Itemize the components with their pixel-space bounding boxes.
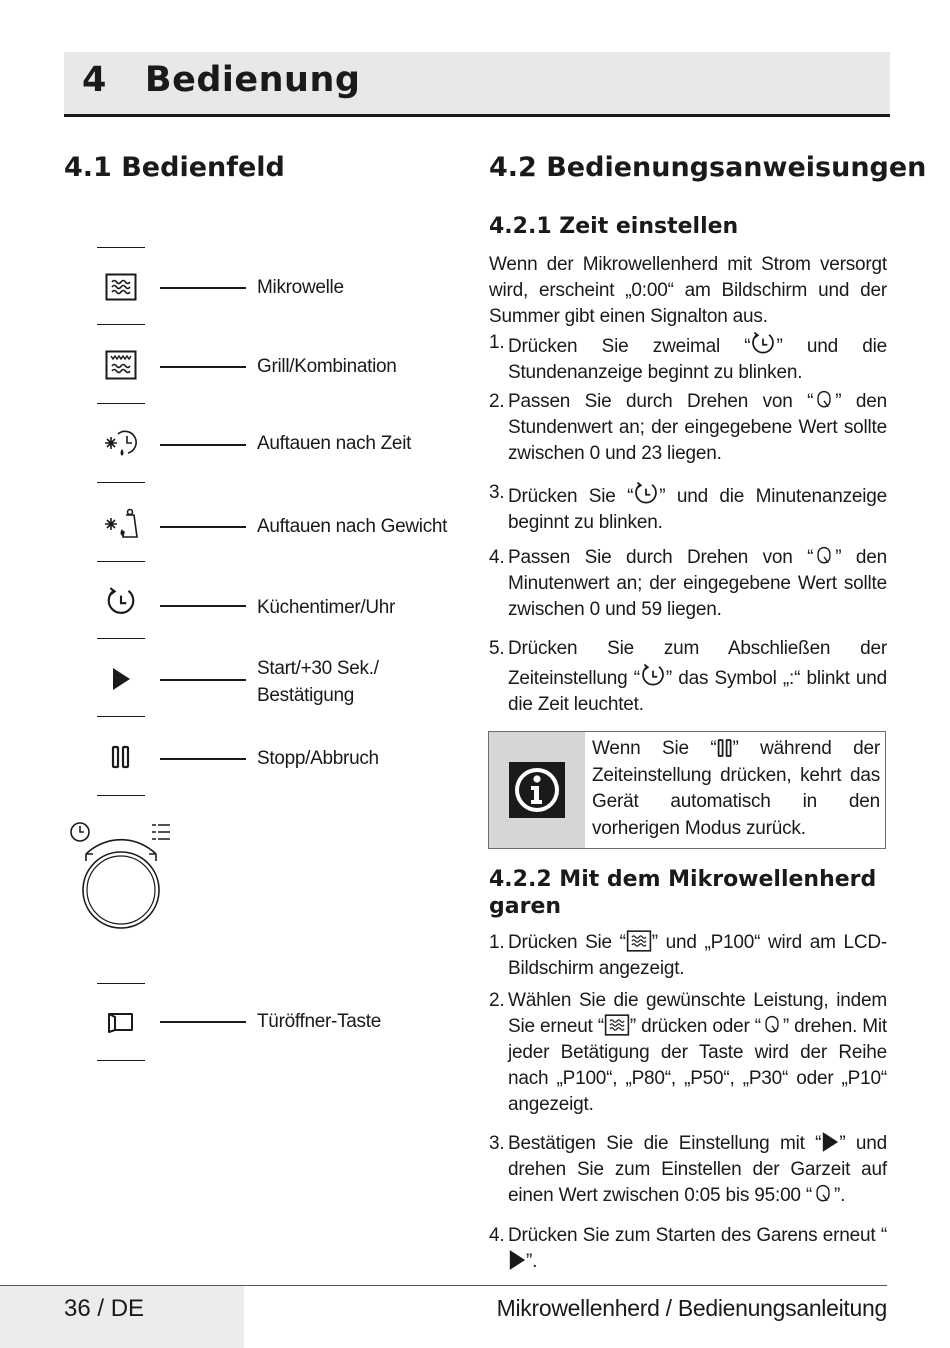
step-text: ” und „P100“ wird am LCD-Bildschirm angezeigt. bbox=[508, 932, 887, 979]
step-text: ” den Stundenwert an; der eingegebene Wert sollte zwischen 0 und 23 liegen. bbox=[508, 391, 887, 464]
rotary-knob-icon bbox=[813, 389, 835, 411]
play-icon bbox=[508, 1249, 526, 1271]
step-text: Drücken Sie zum Starten des Garens erneut “ bbox=[508, 1225, 887, 1246]
leader-line bbox=[160, 526, 246, 528]
step-text: Drücken Sie “ bbox=[508, 486, 634, 507]
section-title-instructions: 4.2 Bedienungsanweisungen bbox=[489, 152, 927, 183]
time-intro-paragraph: Wenn der Mikrowellenherd mit Strom versorgt wird, erscheint „0:00“ am Bildschirm und der Summer gibt einen Signalton aus. bbox=[489, 254, 887, 327]
control-knob-graphic bbox=[66, 816, 176, 932]
info-note bbox=[488, 731, 886, 849]
note-text: Wenn Sie “ bbox=[592, 738, 717, 759]
step-text: ” drücken oder “ bbox=[629, 1016, 761, 1037]
timer-clock-icon bbox=[633, 480, 659, 506]
subsection-title-cooking: 4.2.2 Mit dem Mikrowellenherd garen bbox=[489, 867, 877, 919]
note-text: ” während der Zeiteinstellung drücken, kehrt das Gerät automatisch in den vorherigen Modus zurück. bbox=[592, 738, 880, 839]
leader-line bbox=[160, 1021, 246, 1023]
microwave-icon bbox=[604, 1014, 630, 1036]
leader-line bbox=[160, 758, 246, 760]
step-number: 1. bbox=[489, 932, 505, 953]
time-step-5 bbox=[489, 636, 887, 718]
panel-divider bbox=[97, 638, 145, 639]
timer-clock-button[interactable] bbox=[100, 583, 142, 619]
label-stop: Stopp/Abbruch bbox=[257, 748, 379, 769]
microwave-icon bbox=[626, 930, 652, 952]
label-door-open: Türöffner-Taste bbox=[257, 1011, 381, 1032]
timer-clock-icon bbox=[750, 330, 776, 356]
cook-step-4 bbox=[489, 1223, 887, 1275]
microwave-button[interactable] bbox=[100, 269, 142, 305]
panel-divider bbox=[97, 795, 145, 796]
leader-line bbox=[160, 444, 246, 446]
door-open-icon bbox=[106, 1011, 136, 1035]
defrost-weight-button[interactable] bbox=[100, 506, 142, 542]
leader-line bbox=[160, 605, 246, 607]
control-knob[interactable] bbox=[66, 816, 176, 932]
start-button[interactable] bbox=[100, 661, 142, 697]
info-icon-background bbox=[489, 732, 585, 848]
panel-divider bbox=[97, 1060, 145, 1061]
step-text: ”. bbox=[834, 1185, 846, 1206]
microwave-icon bbox=[105, 273, 137, 301]
pause-icon bbox=[111, 745, 131, 769]
subsection-title-time: 4.2.1 Zeit einstellen bbox=[489, 214, 739, 239]
step-text: Wählen Sie die gewünschte Leistung, indem Sie erneut “ bbox=[508, 990, 887, 1037]
section-title-bedienfeld: 4.1 Bedienfeld bbox=[64, 152, 285, 183]
step-text: ” und die Stundenanzeige beginnt zu blinken. bbox=[508, 336, 887, 383]
cook-step-3 bbox=[489, 1131, 887, 1209]
step-number: 2. bbox=[489, 990, 505, 1011]
step-number: 4. bbox=[489, 1225, 505, 1246]
info-icon bbox=[509, 762, 565, 818]
document-title: Mikrowellenherd / Bedienungsanleitung bbox=[496, 1295, 887, 1321]
step-text: ” und die Minutenanzeige beginnt zu blinken. bbox=[508, 486, 887, 533]
chapter-title: 4 Bedienung bbox=[82, 60, 361, 100]
step-text: ” drehen. Mit jeder Betätigung der Taste wird der Reihe nach „P100“, „P80“, „P50“, „P30“ oder „P10“ angezeigt. bbox=[508, 1016, 887, 1115]
step-text: Bestätigen Sie die Einstellung mit “ bbox=[508, 1133, 822, 1154]
panel-divider bbox=[97, 716, 145, 717]
time-step-1 bbox=[489, 330, 887, 386]
step-text: Passen Sie durch Drehen von “ bbox=[508, 547, 814, 568]
label-timer-clock: Küchentimer/Uhr bbox=[257, 597, 396, 618]
grill-combination-icon bbox=[105, 350, 137, 380]
leader-line bbox=[160, 366, 246, 368]
step-text: ” den Minutenwert an; der eingegebene Wert sollte zwischen 0 und 59 liegen. bbox=[508, 547, 887, 620]
timer-clock-icon bbox=[105, 585, 137, 617]
defrost-time-icon bbox=[102, 426, 140, 460]
cook-step-1 bbox=[489, 930, 887, 982]
label-microwave: Mikrowelle bbox=[257, 277, 344, 298]
step-text: ”. bbox=[526, 1251, 538, 1272]
label-start-line2: Bestätigung bbox=[257, 685, 355, 706]
step-number: 5. bbox=[489, 638, 505, 659]
timer-clock-icon bbox=[640, 662, 666, 688]
leader-line bbox=[160, 287, 246, 289]
step-text: ” das Symbol „:“ blinkt und die Zeit leuchtet. bbox=[508, 668, 887, 715]
defrost-weight-icon bbox=[102, 507, 140, 541]
label-defrost-weight: Auftauen nach Gewicht bbox=[257, 516, 448, 537]
time-step-3 bbox=[489, 480, 887, 536]
rotary-knob-icon bbox=[812, 1183, 834, 1205]
label-start-line1: Start/+30 Sek./ bbox=[257, 658, 379, 679]
label-defrost-time: Auftauen nach Zeit bbox=[257, 433, 412, 454]
step-number: 1. bbox=[489, 332, 505, 353]
grill-combination-button[interactable] bbox=[100, 347, 142, 383]
info-note-text bbox=[592, 736, 880, 842]
step-number: 3. bbox=[489, 482, 505, 503]
door-open-button[interactable] bbox=[100, 1005, 142, 1041]
footer-rule bbox=[0, 1285, 887, 1286]
panel-divider bbox=[97, 561, 145, 562]
step-text: Drücken Sie “ bbox=[508, 932, 626, 953]
step-text: Drücken Sie zweimal “ bbox=[508, 336, 751, 357]
page-number: 36 / DE bbox=[64, 1295, 145, 1322]
leader-line bbox=[160, 679, 246, 681]
label-grill-combination: Grill/Kombination bbox=[257, 356, 397, 377]
label-start bbox=[257, 655, 379, 709]
rotary-knob-icon bbox=[813, 545, 835, 567]
panel-divider bbox=[97, 983, 145, 984]
panel-divider bbox=[97, 403, 145, 404]
panel-divider bbox=[97, 324, 145, 325]
defrost-time-button[interactable] bbox=[100, 425, 142, 461]
step-number: 2. bbox=[489, 391, 505, 412]
play-icon bbox=[821, 1131, 839, 1153]
time-step-4 bbox=[489, 545, 887, 623]
play-icon bbox=[111, 667, 131, 691]
step-number: 3. bbox=[489, 1133, 505, 1154]
rotary-knob-icon bbox=[761, 1014, 783, 1036]
step-text: Passen Sie durch Drehen von “ bbox=[508, 391, 814, 412]
step-number: 4. bbox=[489, 547, 505, 568]
time-step-2 bbox=[489, 389, 887, 467]
stop-button[interactable] bbox=[100, 739, 142, 775]
panel-divider bbox=[97, 482, 145, 483]
panel-divider bbox=[97, 247, 145, 248]
pause-icon bbox=[717, 738, 733, 758]
step-text: Drücken Sie zum Abschließen der Zeiteinstellung “ bbox=[508, 638, 887, 689]
cook-step-2 bbox=[489, 988, 887, 1118]
step-text: ” und drehen Sie zum Einstellen der Garzeit auf einen Wert zwischen 0:05 bis 95:00 “ bbox=[508, 1133, 887, 1206]
